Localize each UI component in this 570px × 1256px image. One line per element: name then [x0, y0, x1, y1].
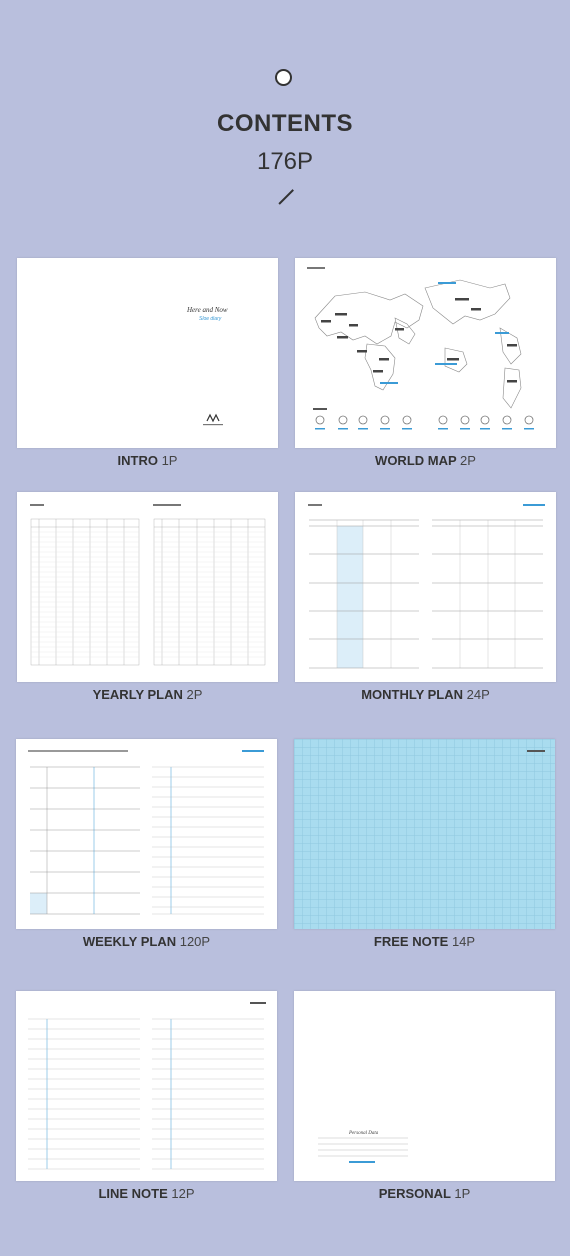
intro-subtext: Sloe diary: [199, 316, 222, 322]
circle-icon: [275, 69, 292, 86]
weekly-plan-preview: [16, 739, 277, 929]
monthly-plan-label: MONTHLY PLAN 24P: [361, 687, 490, 702]
page-title: CONTENTS: [217, 110, 353, 137]
free-note-mark: [527, 750, 545, 752]
intro-preview: [17, 258, 278, 448]
yearly-plan-graphic: [17, 492, 278, 682]
line-note-label: LINE NOTE 12P: [98, 1186, 195, 1201]
monthly-plan-graphic: [295, 492, 556, 682]
weekly-plan-label: WEEKLY PLAN 120P: [82, 934, 211, 949]
intro-label: INTRO 1P: [117, 453, 178, 468]
world-map-graphic: [295, 258, 556, 448]
yearly-plan-preview: [17, 492, 278, 682]
monthly-plan-preview: [295, 492, 556, 682]
personal-title: Personal Data: [349, 1131, 379, 1136]
personal-preview: [294, 991, 555, 1181]
personal-label: PERSONAL 1P: [378, 1186, 471, 1201]
weekly-plan-graphic: [16, 739, 277, 929]
free-note-label: FREE NOTE 14P: [373, 934, 476, 949]
logo-icon: [199, 413, 227, 427]
line-note-graphic: [16, 991, 277, 1181]
personal-graphic: [294, 991, 555, 1181]
free-note-preview: [294, 739, 555, 929]
intro-text: Here and Now: [187, 306, 228, 314]
yearly-plan-label: YEARLY PLAN 2P: [92, 687, 203, 702]
line-note-preview: [16, 991, 277, 1181]
slash-divider: [278, 189, 293, 204]
world-map-preview: [295, 258, 556, 448]
world-map-label: WORLD MAP 2P: [375, 453, 476, 468]
page-count: 176P: [256, 148, 314, 175]
